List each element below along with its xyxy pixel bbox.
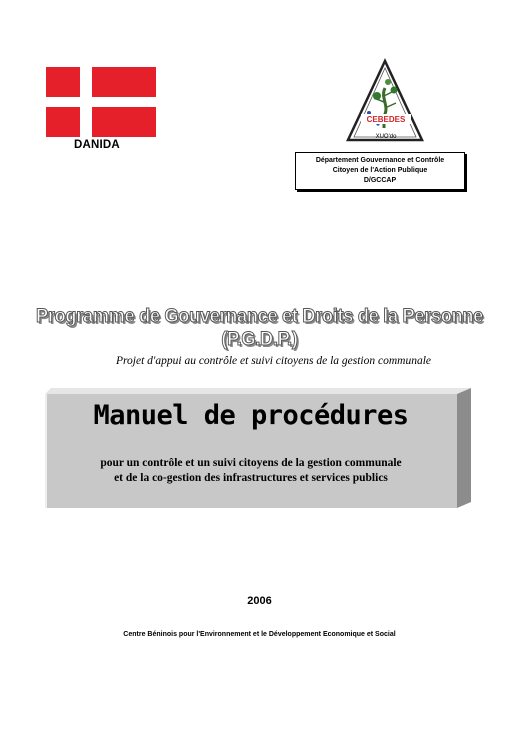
logo-subtext: XUO'do <box>375 134 397 140</box>
manual-description-line-1: pour un contrôle et un suivi citoyens de la gestion communale <box>100 457 402 469</box>
publication-year: 2006 <box>247 595 272 607</box>
department-line-1: Département Gouvernance et Contrôle <box>315 157 445 164</box>
department-line-2: Citoyen de l'Action Publique <box>332 167 428 174</box>
department-box <box>295 152 465 190</box>
organization-name: Centre Béninois pour l'Environnement et le Développement Economique et Social <box>123 631 396 638</box>
manual-description-line-2: et de la co-gestion des infrastructures et services publics <box>114 472 388 484</box>
danida-flag <box>46 67 156 137</box>
cebedes-logo-icon <box>344 58 426 144</box>
project-subtitle: Projet d'appui au contrôle et suivi citoyens de la gestion communale <box>115 355 432 367</box>
manual-title: Manuel de procédures <box>93 400 409 431</box>
logo-text: CEBEDES <box>366 115 406 124</box>
flag-cross-horizontal <box>46 97 156 107</box>
department-line-3: D/GCCAP <box>363 177 397 184</box>
programme-title: Programme de Gouvernance et Droits de la Personne (P.G.D.P.) <box>36 305 483 350</box>
flag-caption: DANIDA <box>74 139 120 151</box>
